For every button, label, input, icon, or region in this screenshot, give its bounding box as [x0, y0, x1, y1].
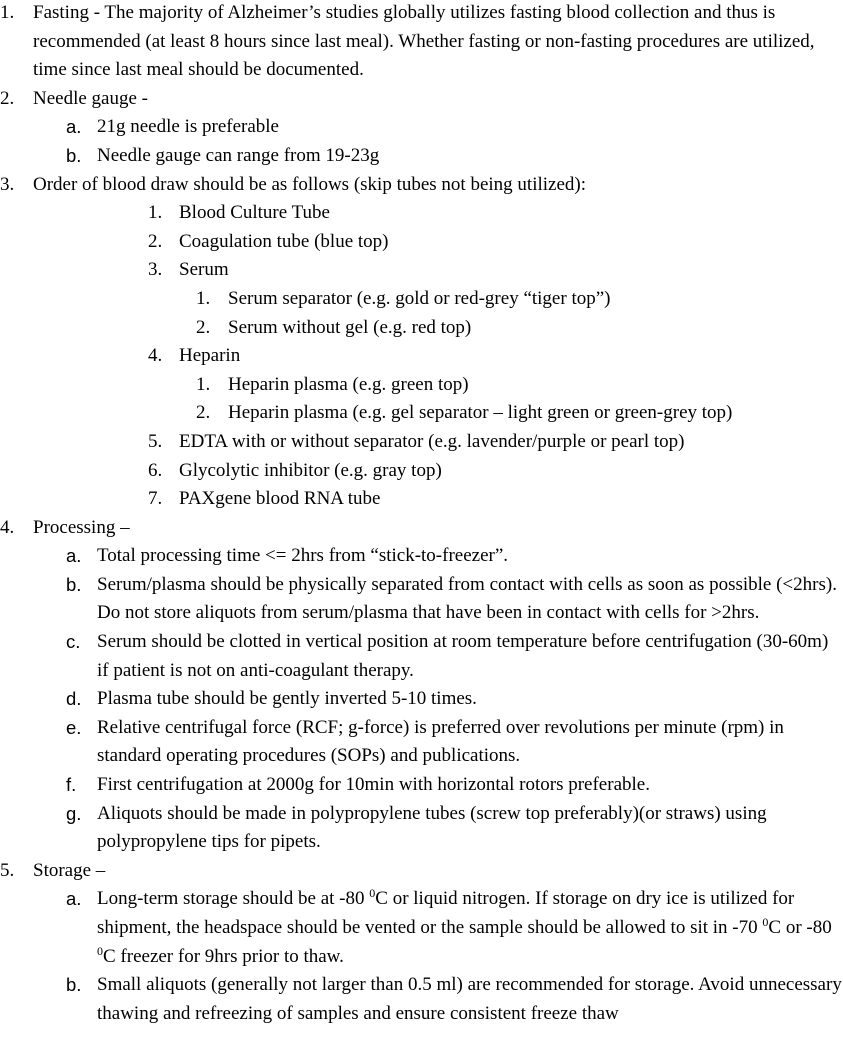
tube-item	[0, 485, 843, 514]
sub-letter: b.	[66, 974, 82, 996]
tube-text: Coagulation tube (blue top)	[179, 230, 389, 252]
sub-letter: a.	[66, 116, 82, 138]
tube-item	[0, 228, 843, 257]
tube-number: 6.	[148, 459, 163, 481]
tube-item	[0, 256, 843, 285]
sub-item	[0, 113, 843, 142]
sub-item-text: Relative centrifugal force (RCF; g-force) is preferred over revolutions per minute (rpm) in standard operating procedures (SOPs) and publications.	[97, 716, 784, 767]
tube-number: 7.	[148, 488, 163, 510]
tube-item	[0, 199, 843, 228]
sub-item	[0, 685, 843, 714]
sub-item-text: Total processing time <= 2hrs from “stick-to-freezer”.	[97, 545, 509, 567]
list-item-text: Order of blood draw should be as follows (skip tubes not being utilized):	[33, 173, 587, 195]
sub-item-text: First centrifugation at 2000g for 10min with horizontal rotors preferable.	[97, 774, 650, 796]
sub-item	[0, 800, 843, 857]
degree-superscript: 0	[97, 943, 103, 958]
sub-item-text: Serum should be clotted in vertical position at room temperature before centrifugation (30-60m) if patient is not on anti-coagulant therapy.	[97, 631, 829, 681]
sub-item-text: Plasma tube should be gently inverted 5-10 times.	[97, 688, 477, 710]
tube-text: EDTA with or without separator (e.g. lavender/purple or pearl top)	[179, 430, 685, 452]
tube-text: Heparin	[179, 345, 241, 367]
tube-text: Blood Culture Tube	[179, 202, 330, 224]
sub-letter: e.	[66, 716, 82, 738]
list-item-order-of-draw	[0, 171, 843, 200]
tube-text: Serum	[179, 259, 229, 281]
tube-sub-text: Heparin plasma (e.g. gel separator – light green or green-grey top)	[228, 402, 733, 424]
sub-item-text: Needle gauge can range from 19-23g	[97, 144, 380, 166]
list-number: 3.	[0, 173, 15, 195]
tube-number: 3.	[148, 259, 163, 281]
sub-letter: c.	[66, 631, 81, 653]
sub-item-text: 21g needle is preferable	[97, 116, 279, 138]
list-item-text: Fasting - The majority of Alzheimer’s studies globally utilizes fasting blood collection and thus is recommended (at least 8 hours since last meal). Whether fasting or non-fasting procedures are utilized, time since last meal should be documented.	[33, 2, 815, 81]
tube-sub-item	[0, 371, 843, 400]
list-number: 5.	[0, 859, 15, 881]
list-number: 4.	[0, 516, 15, 538]
list-number: 1.	[0, 2, 15, 23]
sub-item	[0, 142, 843, 171]
sub-item	[0, 542, 843, 571]
sub-item-text: Small aliquots (generally not larger than 0.5 ml) are recommended for storage. Avoid unnecessary thawing and refreezing of samples and ensure consistent freeze thaw	[97, 974, 842, 1024]
tube-sub-text: Serum without gel (e.g. red top)	[228, 316, 472, 338]
degree-superscript: 0	[369, 886, 376, 901]
text-run: C freezer for 9hrs prior to thaw.	[103, 945, 344, 967]
sub-letter: a.	[66, 545, 82, 567]
sub-letter: g.	[66, 802, 82, 824]
list-item-processing	[0, 514, 843, 543]
tube-item	[0, 428, 843, 457]
text-run: C or -80	[768, 917, 832, 938]
sub-item-text	[97, 885, 843, 971]
tube-number: 1.	[148, 202, 163, 224]
tube-number: 5.	[148, 430, 163, 452]
sub-item-text: Aliquots should be made in polypropylene tubes (screw top preferably)(or straws) using polypropylene tips for pipets.	[97, 802, 767, 853]
list-item-fasting	[0, 0, 843, 85]
tube-sub-item	[0, 399, 843, 428]
sub-item	[0, 971, 843, 1028]
tube-number: 4.	[148, 345, 163, 367]
tube-sub-number: 1.	[196, 373, 211, 395]
sub-item-text: Serum/plasma should be physically separated from contact with cells as soon as possible (<2hrs). Do not store aliquots from serum/plasma that have been in contact with cells for >2hrs.	[97, 573, 837, 624]
sub-letter: f.	[66, 774, 77, 796]
list-item-text: Processing –	[33, 516, 130, 538]
degree-superscript: 0	[762, 915, 769, 929]
list-item-needle-gauge	[0, 85, 843, 114]
sub-item	[0, 714, 843, 771]
tube-sub-text: Heparin plasma (e.g. green top)	[228, 373, 469, 395]
list-item-storage	[0, 857, 843, 886]
list-number: 2.	[0, 87, 15, 109]
list-item-text: Needle gauge -	[33, 87, 148, 109]
sub-letter: b.	[66, 144, 82, 166]
tube-item	[0, 342, 843, 371]
sub-letter: a.	[66, 888, 82, 910]
sub-item	[0, 571, 843, 628]
text-run: C or liquid nitrogen. If storage on dry ice is utilized for shipment, the headspace should be vented or the sample should be allowed to sit in -70	[97, 888, 795, 938]
tube-sub-number: 1.	[196, 287, 211, 309]
tube-sub-item	[0, 314, 843, 343]
sub-letter: b.	[66, 573, 82, 595]
sub-item	[0, 885, 843, 971]
tube-item	[0, 457, 843, 486]
tube-sub-number: 2.	[196, 316, 211, 338]
tube-sub-text: Serum separator (e.g. gold or red-grey “tiger top”)	[228, 287, 611, 309]
sub-item	[0, 628, 843, 685]
tube-number: 2.	[148, 230, 163, 252]
tube-sub-item	[0, 285, 843, 314]
text-run: Long-term storage should be at -80	[97, 888, 370, 910]
tube-text: PAXgene blood RNA tube	[179, 488, 381, 510]
sub-item	[0, 771, 843, 800]
tube-sub-number: 2.	[196, 402, 211, 424]
tube-text: Glycolytic inhibitor (e.g. gray top)	[179, 459, 442, 481]
list-item-text: Storage –	[33, 859, 106, 881]
sub-letter: d.	[66, 688, 82, 710]
